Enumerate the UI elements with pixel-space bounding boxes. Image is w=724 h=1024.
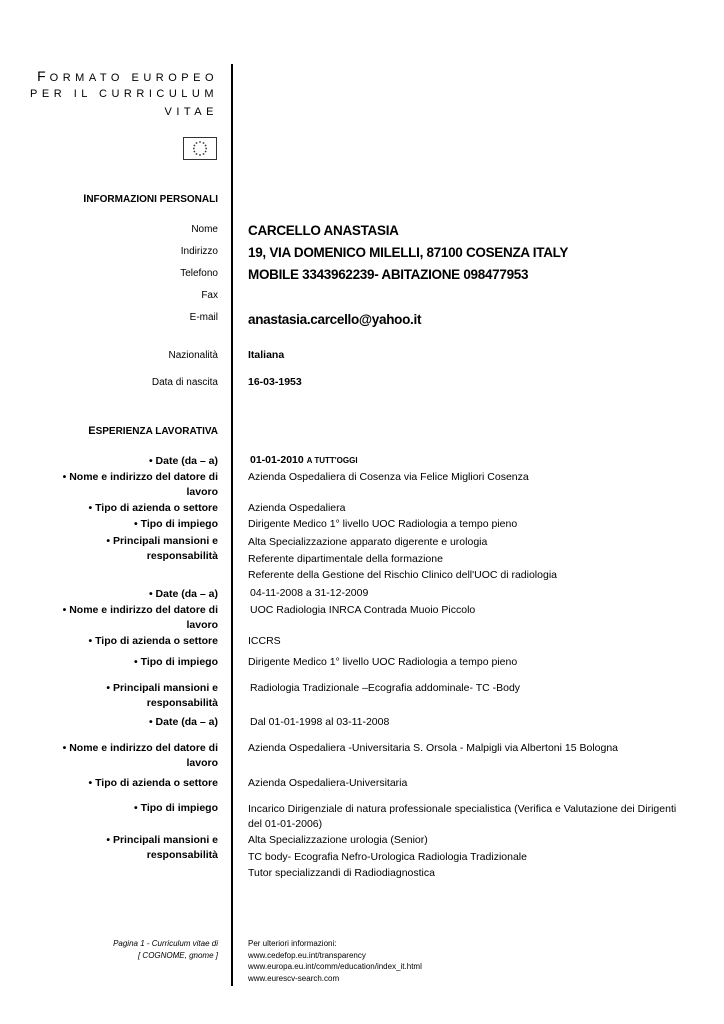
- list-item: Referente dipartimentale della formazione: [248, 552, 443, 565]
- column-divider: [231, 64, 233, 986]
- list-item: Referente della Gestione del Rischio Clinico dell'UOC di radiologia: [248, 569, 557, 581]
- label-employer: • Nome e indirizzo del datore di lavoro: [62, 604, 218, 631]
- footer-link[interactable]: www.europa.eu.int/comm/education/index_it.html: [248, 962, 422, 971]
- label-data-nascita: Data di nascita: [151, 377, 218, 388]
- section-personal-info: INFORMAZIONI PERSONALI: [83, 193, 218, 205]
- label-email: E-mail: [189, 312, 218, 323]
- job1-job: Dirigente Medico 1° livello UOC Radiologia a tempo pieno: [248, 518, 518, 530]
- footer-name-placeholder: [ COGNOME, gnome ]: [137, 951, 218, 960]
- job1-employer: Azienda Ospedaliera di Cosenza via Felice Migliori Cosenza: [248, 471, 529, 483]
- label-sector: • Tipo di azienda o settore: [88, 502, 218, 514]
- label-date: • Date (da – a): [148, 716, 218, 728]
- label-nazionalita: Nazionalità: [168, 350, 218, 361]
- footer-info-title: Per ulteriori informazioni:: [248, 939, 337, 948]
- label-telefono: Telefono: [180, 268, 218, 279]
- list-item: TC body- Ecografia Nefro-Urologica Radiologia Tradizionale: [248, 850, 527, 863]
- value-indirizzo: 19, VIA DOMENICO MILELLI, 87100 COSENZA ITALY: [248, 245, 569, 260]
- footer-more-info: [248, 938, 422, 984]
- list-item: Alta Specializzazione urologia (Senior): [248, 834, 428, 846]
- job1-sector: Azienda Ospedaliera: [248, 502, 346, 514]
- job3-job: Incarico Dirigenziale di natura professionale specialistica (Verifica e Valutazione dei Dirigenti del 01-01-2006): [248, 803, 677, 830]
- list-item: Alta Specializzazione apparato digerente e urologia: [248, 536, 488, 548]
- label-employer: • Nome e indirizzo del datore di lavoro: [62, 742, 218, 769]
- cv-title-line2: PER IL CURRICULUM: [30, 88, 218, 100]
- job2-duties: Radiologia Tradizionale –Ecografia addominale- TC -Body: [250, 682, 521, 694]
- job2-employer: UOC Radiologia INRCA Contrada Muoio Piccolo: [250, 604, 476, 616]
- value-nome: CARCELLO ANASTASIA: [248, 223, 399, 238]
- footer-link[interactable]: www.eurescv-search.com: [248, 973, 340, 983]
- cv-title-line3: VITAE: [164, 106, 218, 118]
- section-work-experience: ESPERIENZA LAVORATIVA: [88, 425, 218, 437]
- job2-sector: ICCRS: [248, 635, 281, 647]
- cv-title-line1: FORMATO EUROPEO: [37, 68, 218, 84]
- value-nazionalita: Italiana: [248, 349, 285, 361]
- footer-page-info: [58, 938, 218, 962]
- job3-sector: Azienda Ospedaliera-Universitaria: [248, 777, 408, 789]
- job1-date: 01-01-2010 A TUTT'OGGI: [250, 454, 358, 466]
- label-date: • Date (da – a): [148, 588, 218, 600]
- label-date: • Date (da – a): [148, 455, 218, 467]
- label-employer: • Nome e indirizzo del datore di lavoro: [62, 471, 218, 498]
- job2-date: 04-11-2008 a 31-12-2009: [250, 587, 369, 599]
- list-item: Tutor specializzandi di Radiodiagnostica: [248, 867, 435, 879]
- label-sector: • Tipo di azienda o settore: [88, 777, 218, 789]
- label-indirizzo: Indirizzo: [180, 246, 218, 257]
- job3-date: Dal 01-01-1998 al 03-11-2008: [250, 716, 390, 728]
- label-job: • Tipo di impiego: [134, 802, 218, 814]
- label-duties: • Principali mansioni e responsabilità: [106, 834, 218, 861]
- job3-employer: Azienda Ospedaliera -Universitaria S. Orsola - Malpigli via Albertoni 15 Bologna: [248, 742, 619, 754]
- value-telefono: MOBILE 3343962239- ABITAZIONE 098477953: [248, 267, 529, 282]
- job1-duties: [248, 534, 557, 584]
- job3-duties: [248, 832, 527, 882]
- value-email: anastasia.carcello@yahoo.it: [248, 312, 422, 327]
- label-job: • Tipo di impiego: [134, 518, 218, 530]
- eu-flag-icon: [183, 137, 217, 160]
- value-data-nascita: 16-03-1953: [248, 376, 302, 388]
- label-fax: Fax: [201, 290, 218, 301]
- label-duties: • Principali mansioni e responsabilità: [106, 682, 218, 709]
- label-nome: Nome: [191, 224, 218, 235]
- label-job: • Tipo di impiego: [134, 656, 218, 668]
- footer-page-line: Pagina 1 - Curriculum vitae di: [113, 939, 218, 948]
- label-duties: • Principali mansioni e responsabilità: [106, 535, 218, 562]
- label-sector: • Tipo di azienda o settore: [88, 635, 218, 647]
- footer-link[interactable]: www.cedefop.eu.int/transparency: [248, 950, 366, 960]
- job2-job: Dirigente Medico 1° livello UOC Radiologia a tempo pieno: [248, 656, 518, 668]
